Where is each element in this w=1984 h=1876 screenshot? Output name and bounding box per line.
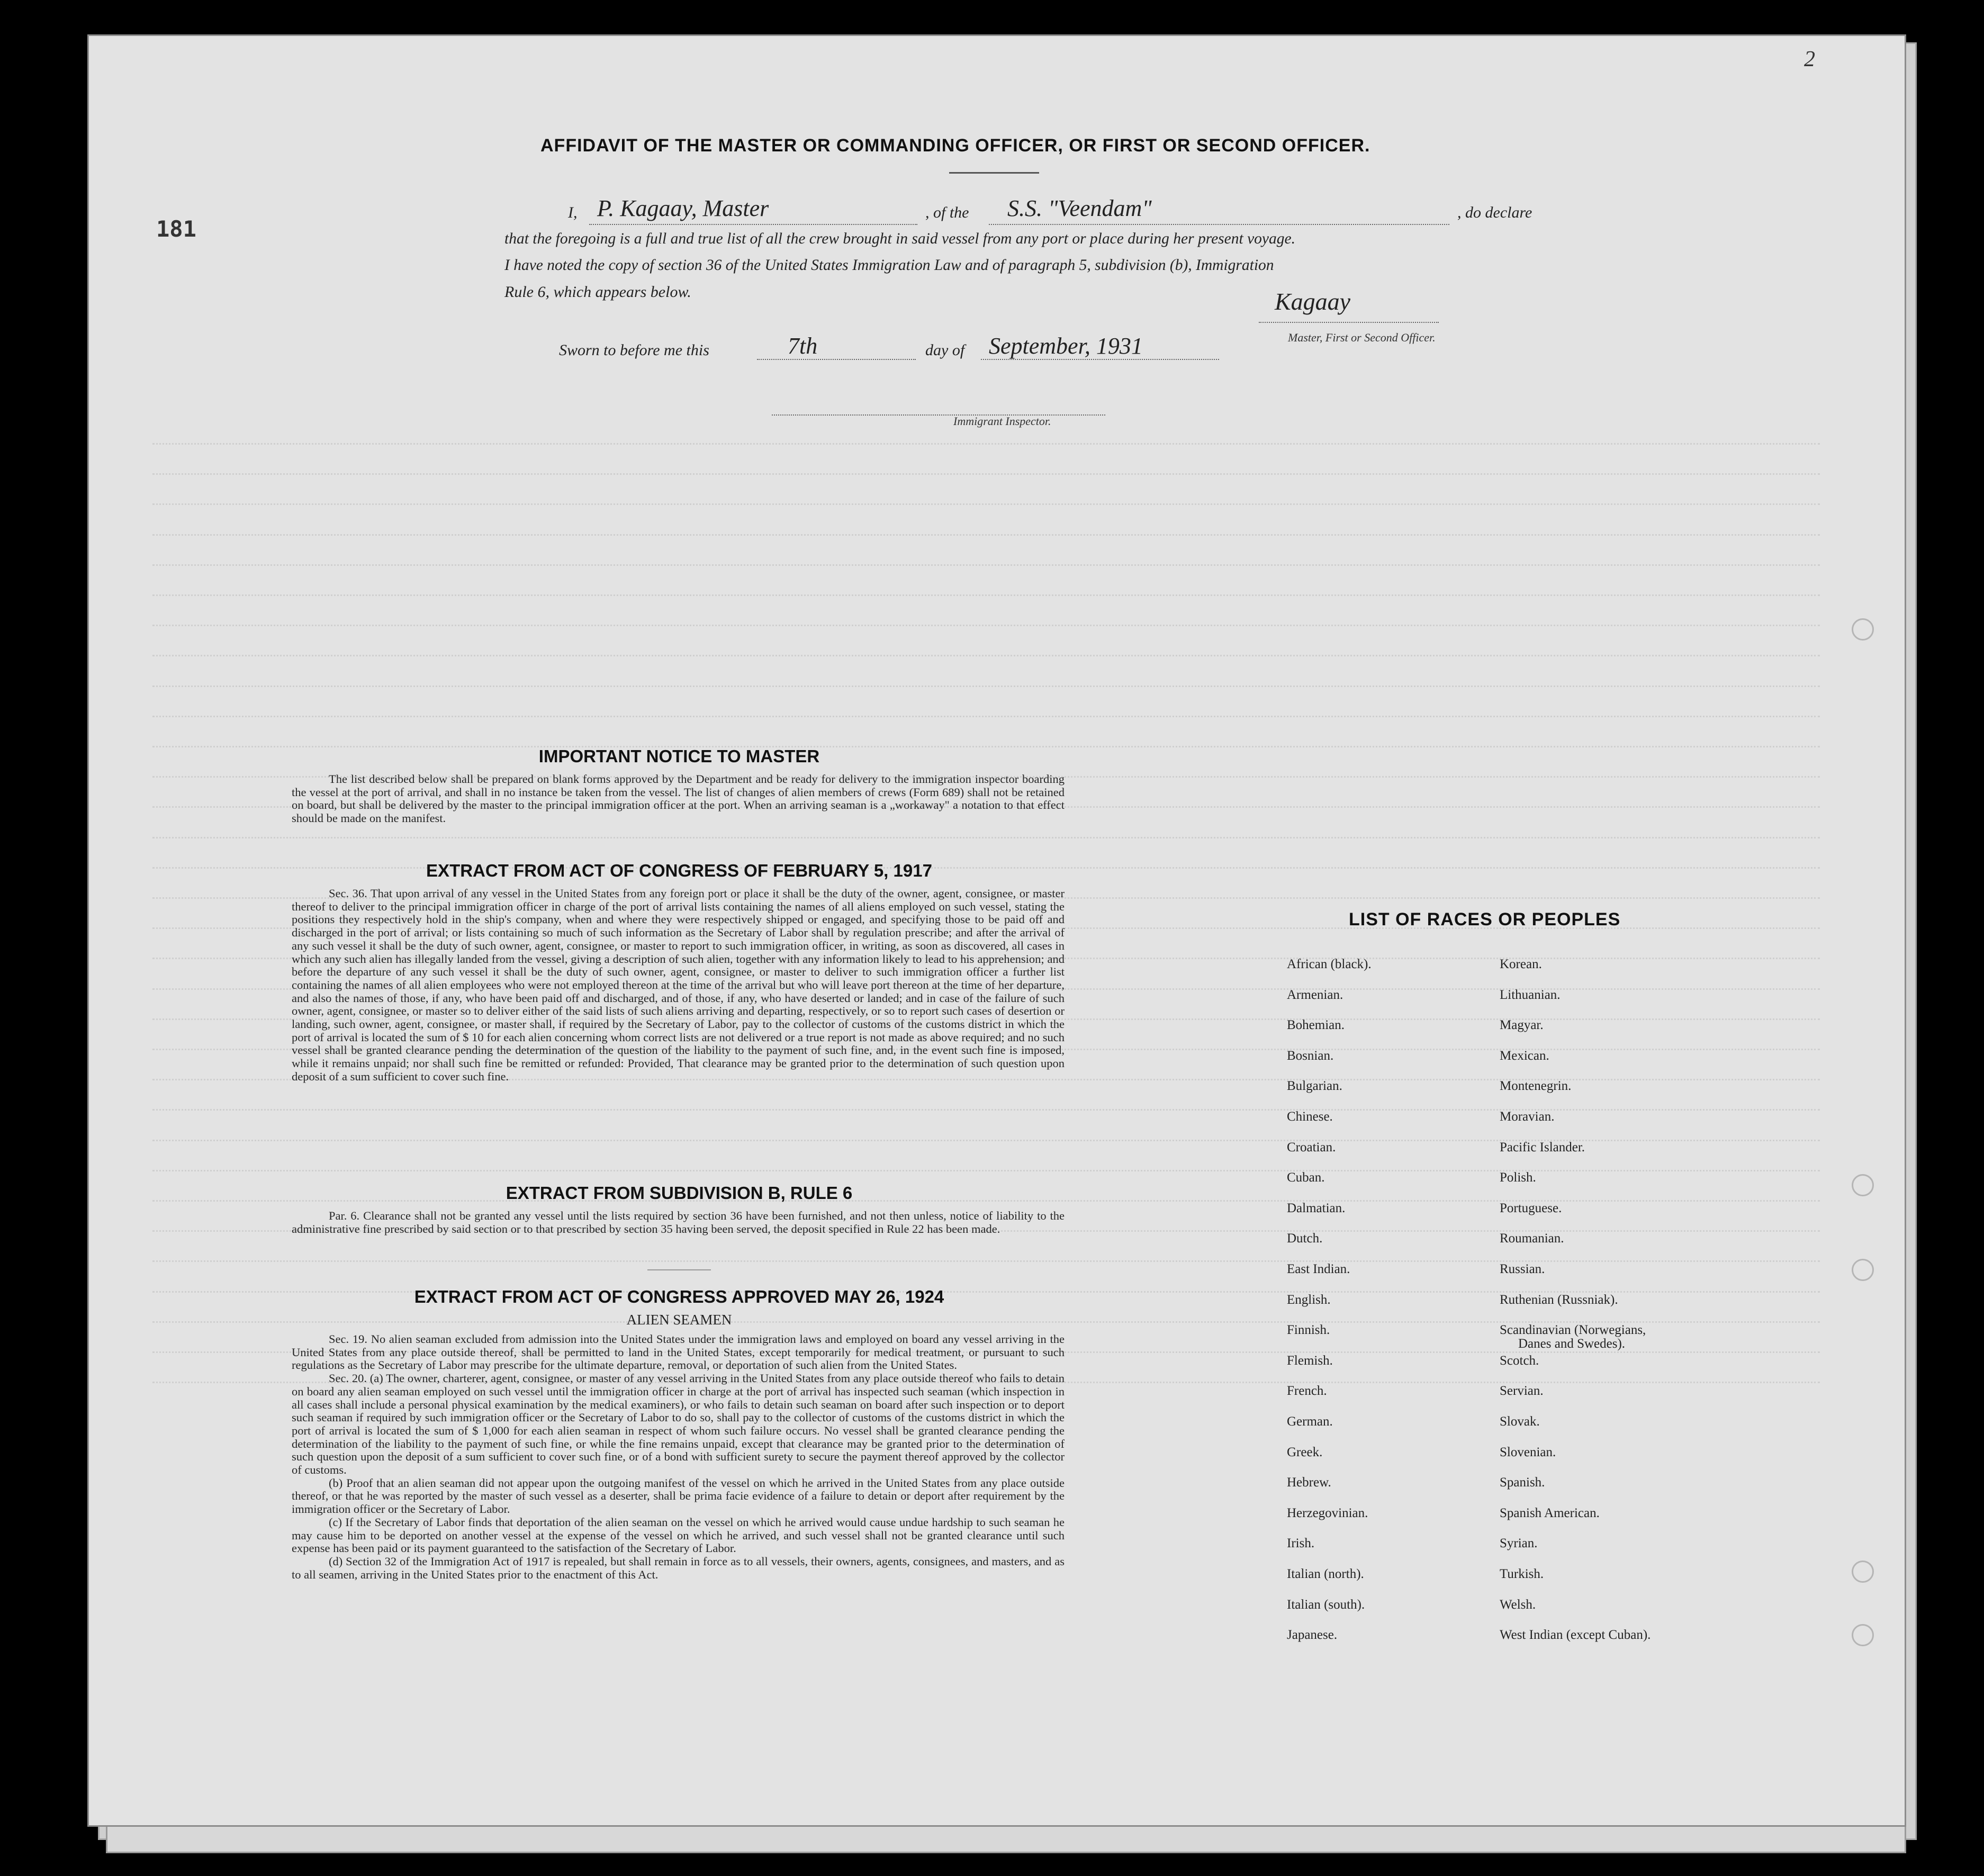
corner-number: 2 bbox=[1804, 47, 1815, 71]
ghost-row-line bbox=[152, 1109, 1820, 1111]
race-item: Croatian. bbox=[1287, 1140, 1336, 1155]
affidavit-line-3: I have noted the copy of section 36 of the United States Immigration Law and of paragraph 5, subdivision (b), Immigration bbox=[504, 257, 1274, 274]
race-item: Scotch. bbox=[1500, 1353, 1539, 1368]
extract-1917-title: EXTRACT FROM ACT OF CONGRESS OF FEBRUARY 5, 1917 bbox=[426, 861, 932, 880]
race-item: Italian (north). bbox=[1287, 1567, 1364, 1581]
ghost-row-line bbox=[152, 443, 1820, 445]
race-item: Welsh. bbox=[1500, 1597, 1536, 1612]
punch-hole bbox=[1852, 1259, 1874, 1281]
race-item: Servian. bbox=[1500, 1384, 1544, 1399]
extract-1924-paragraph: (b) Proof that an alien seaman did not appear upon the outgoing manifest of the vessel on which he arrived in the United States from any place outside thereof, or that he was reported by the master of such vessel as a deserter, shall be prima facie evidence of a failure to detain or deport after requirement by the immigration officer or the Secretary of Labor. bbox=[292, 1476, 1065, 1516]
sworn-day-blank bbox=[757, 332, 916, 360]
race-item: Greek. bbox=[1287, 1445, 1323, 1459]
notice-body bbox=[292, 773, 1065, 825]
page-number: 181 bbox=[156, 216, 196, 242]
section-rule bbox=[647, 1269, 711, 1270]
affidavit-line-2: that the foregoing is a full and true list of all the crew brought in said vessel from any port or place during her present voyage. bbox=[504, 230, 1295, 247]
race-item: West Indian (except Cuban). bbox=[1500, 1628, 1651, 1643]
race-item-continuation: Danes and Swedes). bbox=[1518, 1337, 1626, 1351]
race-item: East Indian. bbox=[1287, 1262, 1350, 1276]
extract-rule6-body bbox=[292, 1210, 1065, 1235]
race-item: Mexican. bbox=[1500, 1048, 1549, 1063]
race-item: Spanish American. bbox=[1500, 1505, 1600, 1520]
race-item: Finnish. bbox=[1287, 1323, 1330, 1338]
race-item: Polish. bbox=[1500, 1170, 1536, 1185]
of-the-label: , of the bbox=[925, 204, 969, 221]
race-item: Syrian. bbox=[1500, 1536, 1538, 1551]
i-label: I, bbox=[568, 204, 578, 221]
race-item: Irish. bbox=[1287, 1536, 1315, 1551]
sworn-month-year: September, 1931 bbox=[989, 333, 1143, 359]
document-page bbox=[87, 34, 1906, 1827]
race-item: Korean. bbox=[1500, 957, 1542, 971]
ghost-row-line bbox=[152, 716, 1820, 717]
ghost-row-line bbox=[152, 503, 1820, 505]
extract-1924-subtitle: ALIEN SEAMEN bbox=[626, 1312, 732, 1328]
extract-1924-title: EXTRACT FROM ACT OF CONGRESS APPROVED MAY 26, 1924 bbox=[414, 1287, 944, 1306]
race-item: Italian (south). bbox=[1287, 1597, 1365, 1612]
master-name: P. Kagaay, Master bbox=[597, 195, 769, 221]
race-item: Ruthenian (Russniak). bbox=[1500, 1292, 1618, 1307]
race-item: Pacific Islander. bbox=[1500, 1140, 1585, 1155]
ghost-row-line bbox=[152, 837, 1820, 838]
race-item: Portuguese. bbox=[1500, 1201, 1562, 1215]
race-item: African (black). bbox=[1287, 957, 1372, 971]
ghost-row-line bbox=[152, 564, 1820, 566]
signer-title: Master, First or Second Officer. bbox=[1288, 331, 1436, 344]
punch-hole bbox=[1852, 618, 1874, 641]
master-signature: Kagaay bbox=[1275, 288, 1351, 315]
race-item: English. bbox=[1287, 1292, 1331, 1307]
punch-hole bbox=[1852, 1174, 1874, 1196]
race-item: Hebrew. bbox=[1287, 1475, 1331, 1490]
sworn-label: Sworn to before me this bbox=[559, 341, 709, 359]
race-item: Flemish. bbox=[1287, 1353, 1333, 1368]
race-item: Herzegovinian. bbox=[1287, 1505, 1368, 1520]
race-item: French. bbox=[1287, 1384, 1327, 1399]
sworn-day: 7th bbox=[788, 333, 818, 359]
ghost-row-line bbox=[152, 594, 1820, 596]
ghost-row-line bbox=[152, 473, 1820, 475]
ghost-row-line bbox=[152, 1170, 1820, 1171]
ghost-row-line bbox=[152, 1260, 1820, 1262]
races-title: LIST OF RACES OR PEOPLES bbox=[1349, 909, 1621, 930]
extract-1917-body bbox=[292, 887, 1065, 1084]
inspector-label: Immigrant Inspector. bbox=[953, 414, 1051, 428]
notice-text: The list described below shall be prepared on blank forms approved by the Department and be ready for delivery to the immigration inspector boarding the vessel at the port of arrival, and shall in no instance be taken from the vessel. The list of changes of alien members of crews (Form 689) shall not be retained on board, but shall be delivered by the master to the principal immigration officer at the port. When an arriving seaman is a „workaway" a notation to that effect should be made on the manifest. bbox=[292, 772, 1065, 825]
race-item: Moravian. bbox=[1500, 1110, 1555, 1124]
punch-hole bbox=[1852, 1561, 1874, 1583]
ghost-row-line bbox=[152, 625, 1820, 626]
signature-line bbox=[1259, 311, 1439, 323]
race-item: Dalmatian. bbox=[1287, 1201, 1346, 1215]
race-item: Japanese. bbox=[1287, 1628, 1338, 1643]
extract-rule6-title: EXTRACT FROM SUBDIVISION B, RULE 6 bbox=[506, 1183, 853, 1203]
title-rule bbox=[949, 172, 1039, 174]
extract-1924-paragraph: (d) Section 32 of the Immigration Act of 1917 is repealed, but shall remain in force as to all vessels, their owners, agents, consignees, and masters, and as to all seamen, arriving in the United States prior to the enactment of this Act. bbox=[292, 1554, 1065, 1581]
ghost-row-line bbox=[152, 1200, 1820, 1202]
extract-1917-text: Sec. 36. That upon arrival of any vessel in the United States from any foreign port or place it shall be the duty of the owner, agent, consignee, or master thereof to deliver to the principal immigration officer in charge of the port of arrival lists containing the names of all aliens employed on such vessel, stating the positions they respectively hold in the ship's company, when and where they were respectively shipped or engaged, and specifying those to be paid off and discharged in the port of arrival; or lists containing so much of such information as the Secretary of Labor shall by regulation prescribe; and after the arrival of any such vessel it shall be the duty of such owner, agent, consignee, or master to report to such immigration officer, in writing, as soon as discovered, all cases in which any such alien has illegally landed from the vessel, giving a description of such alien, together with any information likely to lead to his apprehension; and before the departure of any such vessel it shall be the duty of such owner, agent, consignee, or master to deliver to such immigration officer a further list containing the names of all alien employees who were not employed thereon at the time of the arrival but who will leave port thereon at the time of her departure, and also the names of those, if any, who have been paid off and discharged, and of those, if any, who have deserted or landed; and in case of the failure of such owner, agent, consignee, or master so to deliver either of the said lists of such aliens arriving and departing, respectively, or so to report such cases of desertion or landing, such owner, agent, consignee, or master shall, if required by the Secretary of Labor, pay to the collector of customs of the customs district in which the port of arrival is located the sum of $ 10 for each alien concerning whom correct lists are not delivered or a true report is not made as above required; and no such vessel shall be granted clearance pending the determination of the question of the liability to the payment of such fine, and, in the event such fine is imposed, while it remains unpaid; nor shall such fine be remitted or refunded: Provided, That clearance may be granted prior to the determination of such question upon deposit of a sum sufficient to cover such fine. bbox=[292, 887, 1065, 1083]
race-item: Montenegrin. bbox=[1500, 1079, 1572, 1094]
race-item: Turkish. bbox=[1500, 1567, 1544, 1581]
race-item: Slovak. bbox=[1500, 1414, 1540, 1429]
race-item: Scandinavian (Norwegians, bbox=[1500, 1323, 1646, 1338]
affidavit-title: AFFIDAVIT OF THE MASTER OR COMMANDING OFFICER, OR FIRST OR SECOND OFFICER. bbox=[540, 136, 1370, 156]
race-item: Armenian. bbox=[1287, 987, 1343, 1002]
race-item: Dutch. bbox=[1287, 1231, 1323, 1246]
race-item: Bulgarian. bbox=[1287, 1079, 1342, 1094]
race-item: German. bbox=[1287, 1414, 1333, 1429]
race-item: Slovenian. bbox=[1500, 1445, 1556, 1459]
extract-1924-paragraph: Sec. 19. No alien seaman excluded from admission into the United States under the immigration laws and employed on board any vessel arriving in the United States from any place outside thereof, shall be permitted to land in the United States, except temporarily for medical treatment, or pursuant to such regulations as the Secretary of Labor may prescribe for the ultimate departure, removal, or deportation of such alien from the United States. bbox=[292, 1332, 1065, 1372]
extract-1924-paragraph: Sec. 20. (a) The owner, charterer, agent, consignee, or master of any vessel arriving in the United States from any place outside thereof who fails to detain on board any alien seaman employed on such vessel until the immigration officer in charge at the port of arrival has inspected such seaman (which inspection in all cases shall include a personal physical examination by the medical examiners), or who fails to detain such seaman on board after such inspection or to deport such seaman if required by such immigration officer or the Secretary of Labor to do so, shall pay to the collector of customs of the customs district in which the port of arrival is located the sum of $ 1,000 for each alien seaman in respect of whom such failure occurs. No vessel shall be granted clearance pending the determination of the liability to the payment of such fine, or while the fine remains unpaid, except that clearance may be granted prior to the determination of such question upon the deposit of a sum sufficient to cover such fine, or of a bond with sufficient surety to secure the payment thereof approved by the collector of customs. bbox=[292, 1372, 1065, 1477]
ghost-row-line bbox=[152, 534, 1820, 536]
race-item: Russian. bbox=[1500, 1262, 1545, 1276]
ghost-row-line bbox=[152, 655, 1820, 656]
declare-label: , do declare bbox=[1457, 204, 1532, 221]
race-item: Roumanian. bbox=[1500, 1231, 1564, 1246]
extract-rule6-text: Par. 6. Clearance shall not be granted any vessel until the lists required by section 36 have been furnished, and not then unless, notice of liability to the administrative fine prescribed by said section or to that prescribed by section 35 having been served, the deposit specified in Rule 22 has been made. bbox=[292, 1209, 1065, 1235]
ghost-row-line bbox=[152, 746, 1820, 747]
punch-hole bbox=[1852, 1624, 1874, 1646]
affidavit-line-4: Rule 6, which appears below. bbox=[504, 283, 691, 301]
race-item: Cuban. bbox=[1287, 1170, 1325, 1185]
race-item: Chinese. bbox=[1287, 1110, 1333, 1124]
inspector-line bbox=[772, 404, 1105, 416]
race-item: Bosnian. bbox=[1287, 1048, 1334, 1063]
ghost-row-line bbox=[152, 686, 1820, 687]
race-item: Bohemian. bbox=[1287, 1018, 1345, 1033]
notice-title: IMPORTANT NOTICE TO MASTER bbox=[538, 746, 820, 766]
extract-1924-body bbox=[292, 1333, 1065, 1581]
extract-1924-paragraph: (c) If the Secretary of Labor finds that deportation of the alien seaman on the vessel on which he arrived would cause undue hardship to such seaman he may cause him to be deported on another vessel at the expense of the vessel on which he arrived, and such vessel shall not be granted clearance until such expense has been paid or its payment guaranteed to the satisfaction of the Secretary of Labor. bbox=[292, 1515, 1065, 1555]
race-item: Magyar. bbox=[1500, 1018, 1544, 1033]
day-of-label: day of bbox=[925, 341, 965, 359]
race-item: Spanish. bbox=[1500, 1475, 1545, 1490]
vessel-name: S.S. "Veendam" bbox=[1007, 195, 1152, 221]
race-item: Lithuanian. bbox=[1500, 987, 1561, 1002]
